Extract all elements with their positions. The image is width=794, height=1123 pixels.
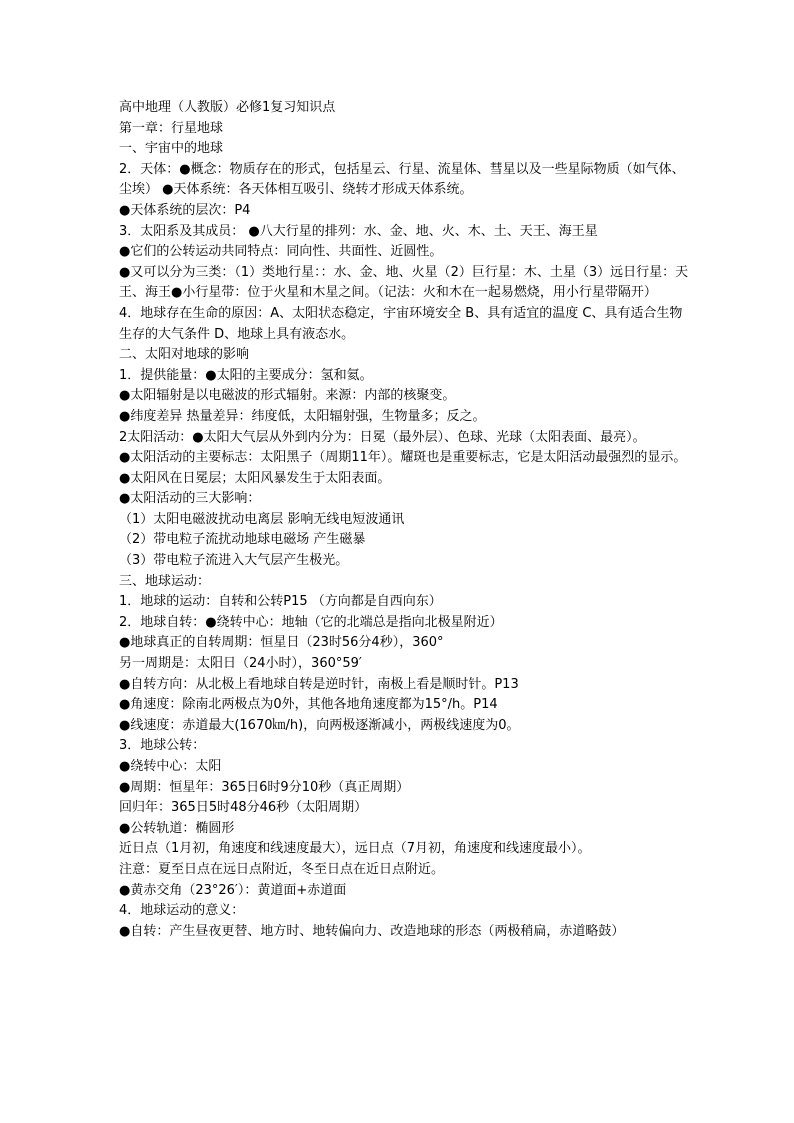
- text-line: ●太阳活动的三大影响：: [119, 491, 261, 507]
- text-line: ●又可以分为三类：（1）类地行星：：水、金、地、火星（2）巨行星：木、土星（3）远日行星：天王、海王●小行星带：位于火星和木星之间。（记法：火和木在一起易燃烧，用小行星带隔开）: [119, 264, 689, 301]
- section-heading: 二、太阳对地球的影响: [119, 347, 250, 363]
- chapter-heading: 第一章：行星地球: [119, 120, 224, 136]
- text-line: ●自转：产生昼夜更替、地方时、地转偏向力、改造地球的形态（两极稍扁，赤道略鼓）: [119, 923, 625, 939]
- list-item: （3）带电粒子流进入大气层产生极光。: [119, 553, 349, 569]
- document-body: [119, 98, 689, 942]
- text-line: 回归年：365日5时48分46秒（太阳周期）: [119, 800, 368, 816]
- text-line: 4．地球存在生命的原因：A、太阳状态稳定，宇宙环境安全 B、具有适宜的温度 C、具有适合生物生存的大气条件 D、地球上具有液态水。: [119, 305, 683, 342]
- text-line: ●公转轨道：椭圆形: [119, 820, 235, 836]
- text-line: 1．提供能量：●太阳的主要成分：氢和氦。: [119, 367, 373, 383]
- list-item: （1）太阳电磁波扰动电离层 影响无线电短波通讯: [119, 511, 405, 527]
- section-heading: 三、地球运动：: [119, 573, 211, 589]
- text-line: 2太阳活动：●太阳大气层从外到内分为：日冕（最外层）、色球、光球（太阳表面、最亮）。: [119, 429, 646, 445]
- section-heading: 一、宇宙中的地球: [119, 141, 224, 157]
- text-line: 2．地球自转：●绕转中心：地轴（它的北端总是指向北极星附近）: [119, 614, 503, 630]
- text-line: ●它们的公转运动共同特点：同向性、共面性、近圆性。: [119, 244, 443, 260]
- list-item: （2）带电粒子流扰动地球电磁场 产生磁暴: [119, 532, 366, 548]
- text-line: 1．地球的运动：自转和公转P15 （方向都是自西向东）: [119, 594, 442, 610]
- text-line: ●黄赤交角（23°26′）：黄道面+赤道面: [119, 882, 347, 898]
- text-line: 3．太阳系及其成员： ●八大行星的排列：水、金、地、火、木、土、天王、海王星: [119, 223, 598, 239]
- text-line: 3．地球公转：: [119, 738, 206, 754]
- text-line: ●太阳辐射是以电磁波的形式辐射。来源：内部的核聚变。: [119, 388, 456, 404]
- text-line: 另一周期是：太阳日（24小时），360°59′: [119, 656, 362, 672]
- text-line: ●绕转中心：太阳: [119, 759, 222, 774]
- document-title: 高中地理（人教版）必修1复习知识点: [119, 100, 336, 115]
- text-line: 2．天体：●概念：物质存在的形式，包括星云、行星、流星体、彗星以及一些星际物质（如气体、尘埃） ●天体系统：各天体相互吸引、绕转才形成天体系统。: [119, 161, 685, 198]
- text-line: ●自转方向：从北极上看地球自转是逆时针，南极上看是顺时针。P13: [119, 676, 519, 692]
- text-line: ●线速度：赤道最大(1670㎞/h)，向两极逐渐减小，两极线速度为0。: [119, 717, 520, 733]
- text-line: 注意：夏至日点在远日点附近，冬至日点在近日点附近。: [119, 861, 445, 877]
- text-line: ●太阳风在日冕层；太阳风暴发生于太阳表面。: [119, 470, 391, 486]
- text-line: 4．地球运动的意义：: [119, 903, 245, 919]
- text-line: ●纬度差异 热量差异：纬度低，太阳辐射强，生物量多；反之。: [119, 408, 486, 424]
- text-line: ●天体系统的层次：P4: [119, 202, 251, 218]
- text-line: ●周期：恒星年：365日6时9分10秒（真正周期）: [119, 779, 410, 795]
- text-line: ●角速度：除南北两极点为0外，其他各地角速度都为15°/h。P14: [119, 697, 498, 713]
- text-line: ●太阳活动的主要标志：太阳黑子（周期11年）。耀斑也是重要标志，它是太阳活动最强烈的显示。: [119, 450, 687, 466]
- text-line: ●地球真正的自转周期：恒星日（23时56分4秒），360°: [119, 635, 444, 651]
- text-line: 近日点（1月初，角速度和线速度最大），远日点（7月初，角速度和线速度最小）。: [119, 841, 591, 857]
